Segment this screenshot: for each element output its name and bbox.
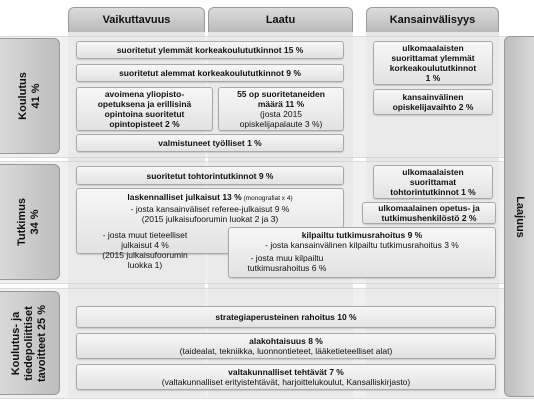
column-header-kansainvalisyys: Kansainvälisyys [366,7,499,32]
box-ulkomaalaiset-ylemmat-line4: 1 % [425,73,441,83]
box-julkaisut-title [127,192,292,204]
box-ulkomaalaiset-tohtorit-line1: ulkomaalaisten [402,167,464,177]
box-ulkomaalaiset-tohtorit-line3: tohtorintutkinnot 1 % [390,187,476,197]
box-55op-sub2: opiskelijapalaute 3 %) [239,119,323,129]
box-alakohtaisuus-sub: (taidealat, tekniikka, luonnontieteet, lääketieteelliset alat) [179,346,393,356]
box-alemmat-tutkinnot [76,64,344,82]
box-ulkomaalainen-henkilosto-line1: ulkomaalainen opetus- ja [378,203,480,213]
box-opiskelijavaihto [373,89,493,115]
column-header-laatu: Laatu [208,7,353,32]
box-opiskelijavaihto-line2: opiskelijavaihto 2 % [392,102,474,112]
box-ulkomaalainen-henkilosto-line2: tutkimushenkilöstö 2 % [381,213,477,223]
box-avoin-opetus-line1: avoimena yliopisto- [104,89,185,99]
box-alakohtaisuus [76,333,496,359]
box-valtakunnalliset-sub: (valtakunnalliset erityistehtävät, harjoittelukoulut, Kansalliskirjasto) [161,377,411,387]
box-strategiaperusteinen [76,306,496,328]
box-muut-julkaisut-line3: (2015 julkaisufoorumin [102,250,188,260]
box-muu-kilpailtu-line2: tutkimusrahoitus 6 % [247,263,327,273]
box-muut-julkaisut-line4: luokka 1) [127,260,163,270]
row-label-tavoitteet [0,291,60,395]
box-muu-kilpailtu [232,251,342,275]
row-label-tutkimus-pct: 34 % [29,209,42,235]
box-valmistuneet-tyolliset [76,134,344,152]
box-tohtorintutkinnot-text: suoritetut tohtorintutkinnot 9 % [146,170,274,181]
box-ylemmat-tutkinnot [76,41,344,59]
row-label-tavoitteet-line2: tiedepoliittiset [23,305,35,381]
box-muu-kilpailtu-line1: - josta muu kilpailtu [250,253,324,263]
box-valtakunnalliset-title: valtakunnalliset tehtävät 7 % [228,367,344,377]
box-ylemmat-tutkinnot-text: suoritetut ylemmät korkeakoulututkinnot 15 % [116,45,304,55]
box-julkaisut-title-text: laskennalliset julkaisut 13 % [127,192,242,202]
box-avoin-opetus-line4: opintopisteet 2 % [109,119,180,129]
box-avoin-opetus-line2: opetuksena ja erillisinä [97,99,192,109]
row-label-tavoitteet-line3: tavoitteet 25 % [36,304,48,382]
box-ulkomaalaiset-ylemmat-line1: ulkomaalaisten [402,43,464,53]
box-ulkomaalaiset-ylemmat-line3: korkeakoulututkinnot [389,63,477,73]
box-ulkomaalaiset-ylemmat-line2: suorittamat ylemmät [391,53,475,63]
row-label-koulutus-pct: 41 % [29,83,42,109]
box-muut-julkaisut-line1: - josta muut tieteelliset [102,230,188,240]
box-avoin-opetus-line3: opintoina suoritetut [104,109,185,119]
box-valmistuneet-tyolliset-text: valmistuneet työlliset 1 % [158,138,262,148]
box-avoin-opetus [76,87,213,131]
box-tohtorintutkinnot [76,166,344,185]
box-alakohtaisuus-title: alakohtaisuus 8 % [249,336,323,346]
box-strategiaperusteinen-text: strategiaperusteinen rahoitus 10 % [215,312,357,322]
box-muut-julkaisut-line2: julkaisut 4 % [121,240,169,250]
right-tab-laajuus [504,36,534,397]
box-opiskelijavaihto-line1: kansainvälinen [402,92,464,102]
box-alemmat-tutkinnot-text: suoritetut alemmat korkeakoulututkinnot 9 % [119,68,301,78]
box-ulkomaalaiset-tohtorit-line2: suorittamat [409,177,457,187]
row-label-koulutus [0,38,60,154]
row-label-tutkimus-name: Tutkimus [16,197,29,247]
box-ulkomaalaiset-ylemmat [373,41,493,85]
box-muut-julkaisut [76,228,214,272]
right-tab-label: Laajuus [513,195,526,238]
box-55op-line1: 55 op suoritetaneiden [237,89,325,99]
box-55op [218,87,344,131]
box-55op-sub1: (josta 2015 [259,109,303,119]
box-julkaisut-sub2: (2015 julkaisufoorumin luokat 2 ja 3) [141,214,279,224]
column-header-vaikuttavuus: Vaikuttavuus [68,7,205,32]
box-ulkomaalaiset-tohtorit [373,165,493,199]
box-ulkomaalainen-henkilosto [362,202,496,224]
box-55op-line2: määrä 11 % [257,99,305,109]
row-label-tutkimus [0,164,60,280]
box-kilpailtu-rahoitus-sub: - josta kansainvälinen kilpailtu tutkimusrahoitus 3 % [265,240,459,250]
box-julkaisut-note: (monografiat x 4) [241,195,293,202]
row-label-tavoitteet-line1: Koulutus- ja [10,311,22,375]
box-julkaisut-sub1: - josta kansainväliset referee-julkaisut 9 % [130,204,290,214]
box-kilpailtu-rahoitus-title: kilpailtu tutkimusrahoitus 9 % [301,230,423,240]
row-label-koulutus-name: Koulutus [16,72,29,120]
box-valtakunnalliset [76,364,496,390]
